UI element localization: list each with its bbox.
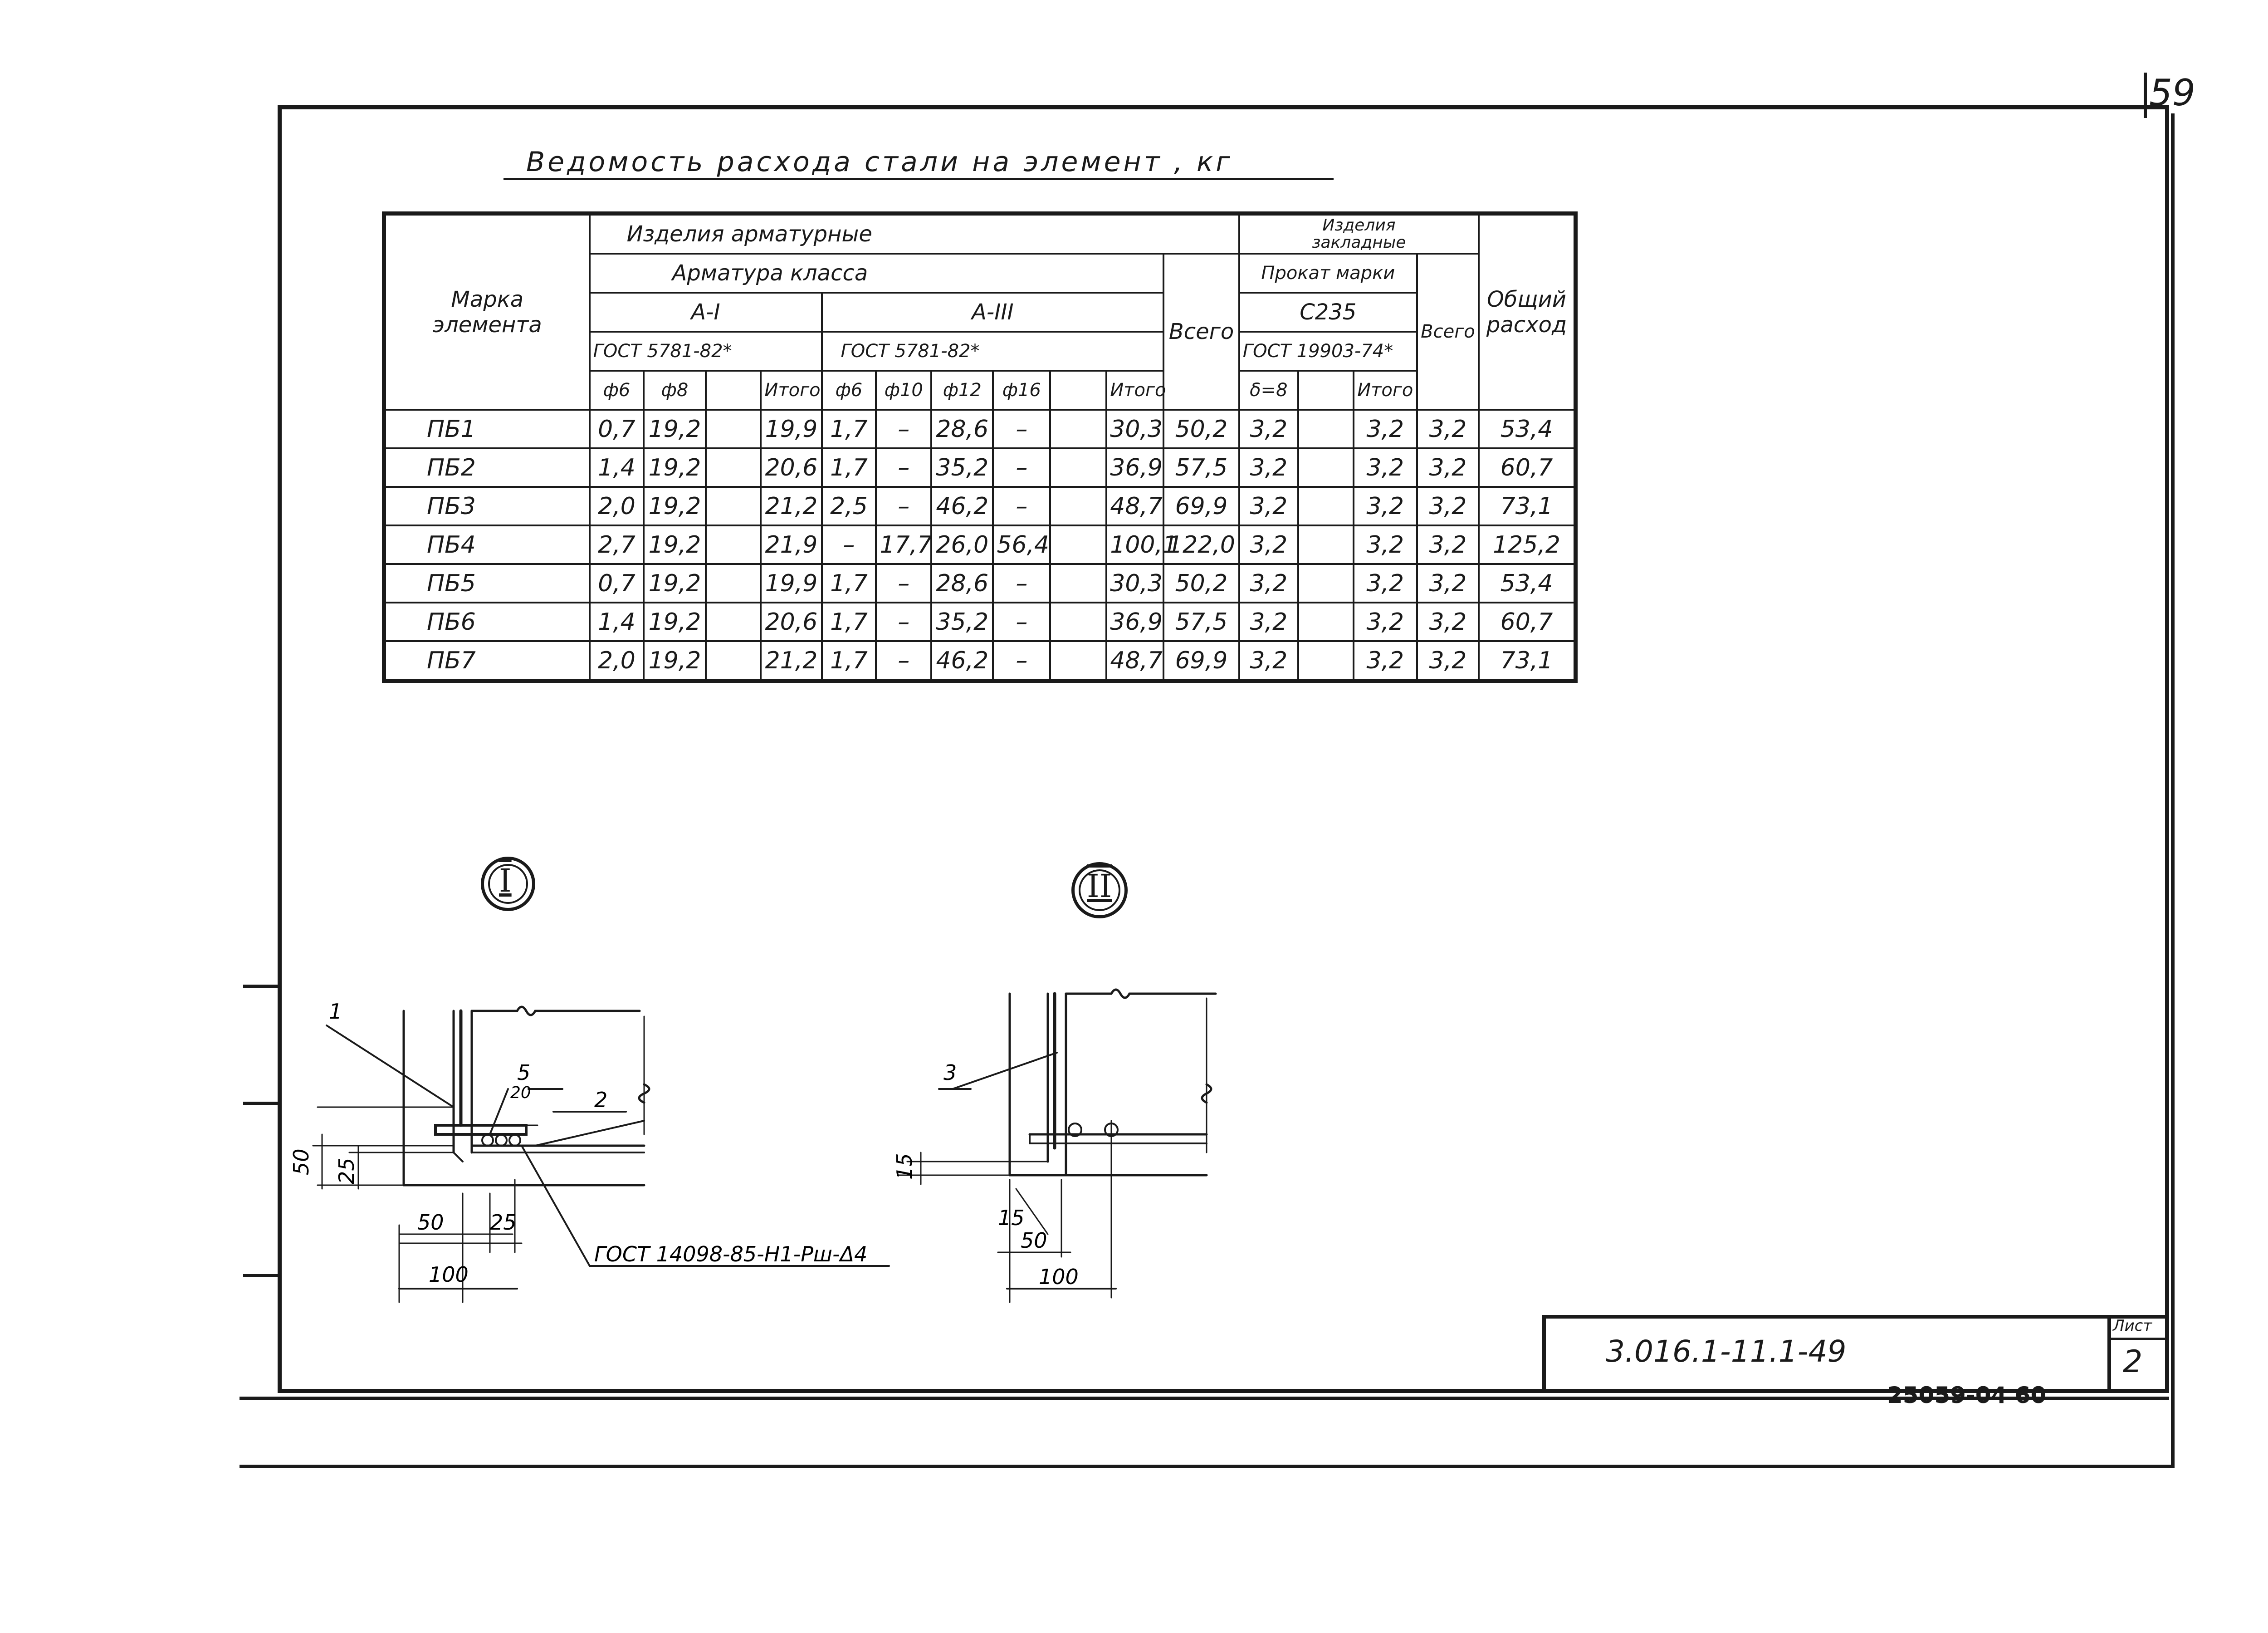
subcol-header: Итого	[1354, 371, 1417, 410]
table-cell: 1,7	[822, 564, 876, 603]
detail-2-label: II	[1087, 868, 1112, 905]
table-cell: 3,2	[1354, 448, 1417, 487]
table-cell: 26,0	[931, 525, 993, 564]
overall-consumption-header: Общий расход	[1479, 214, 1575, 410]
table-cell-total: 57,5	[1163, 448, 1239, 487]
subcol-header: Итого	[761, 371, 821, 410]
table-cell: 3,2	[1239, 525, 1298, 564]
document-code: 3.016.1-11.1-49	[1606, 1334, 1847, 1369]
table-cell: 17,7	[876, 525, 931, 564]
table-cell-total: 69,9	[1163, 641, 1239, 681]
gost-a1-header: ГОСТ 5781-82*	[590, 332, 822, 371]
embedded-products-header: Изделия закладные	[1239, 214, 1479, 254]
detail-1-label: I	[499, 862, 512, 899]
table-cell: 48,7	[1106, 487, 1163, 525]
table-cell: 20,6	[761, 448, 821, 487]
page-title: Ведомость расхода стали на элемент , кг	[526, 146, 1233, 178]
table-cell: 19,2	[644, 603, 705, 641]
table-cell-mark: ПБ1	[384, 410, 590, 448]
table-cell: 19,9	[761, 564, 821, 603]
table-cell-overall: 73,1	[1479, 487, 1575, 525]
subcol-header: ф6	[822, 371, 876, 410]
table-cell: –	[822, 525, 876, 564]
gost-a3-header: ГОСТ 5781-82*	[822, 332, 1164, 371]
detail-1-dim-25-horizontal: 25	[490, 1210, 517, 1235]
subcol-header: δ=8	[1239, 371, 1298, 410]
detail-1-dim-25-vertical: 25	[334, 1157, 359, 1184]
table-cell: –	[876, 487, 931, 525]
table-cell-overall: 125,2	[1479, 525, 1575, 564]
detail-1-weld-note: ГОСТ 14098-85-Н1-Рш-Δ4	[594, 1242, 868, 1266]
table-cell: 2,0	[590, 641, 644, 681]
table-cell: 19,2	[644, 487, 705, 525]
table-cell: –	[876, 641, 931, 681]
table-cell: –	[993, 564, 1050, 603]
sheet-label: Лист	[2113, 1317, 2152, 1335]
table-cell-mark: ПБ7	[384, 641, 590, 681]
table-cell: –	[876, 448, 931, 487]
table-cell: 28,6	[931, 410, 993, 448]
embedded-total-header: Всего	[1417, 254, 1479, 410]
table-cell: 19,2	[644, 448, 705, 487]
table-cell: 36,9	[1106, 448, 1163, 487]
table-cell: 56,4	[993, 525, 1050, 564]
table-cell: 48,7	[1106, 641, 1163, 681]
table-cell: –	[993, 410, 1050, 448]
table-cell: 3,2	[1354, 641, 1417, 681]
table-cell: 46,2	[931, 641, 993, 681]
table-cell-embedded-total: 3,2	[1417, 410, 1479, 448]
page-number: 59	[2149, 72, 2195, 114]
table-cell: 2,5	[822, 487, 876, 525]
rebar-products-header: Изделия арматурные	[590, 214, 1239, 254]
table-cell-total: 50,2	[1163, 564, 1239, 603]
table-cell: 100,1	[1106, 525, 1163, 564]
table-cell: 3,2	[1239, 564, 1298, 603]
table-cell-mark: ПБ2	[384, 448, 590, 487]
table-cell: 3,2	[1354, 487, 1417, 525]
archive-number: 25059-04 60	[1887, 1382, 2047, 1408]
table-cell: 20,6	[761, 603, 821, 641]
table-cell: –	[993, 487, 1050, 525]
table-cell-total: 57,5	[1163, 603, 1239, 641]
detail-2-callout-3: 3	[943, 1060, 957, 1085]
subcol-header: Итого	[1106, 371, 1163, 410]
rebar-total-header: Всего	[1163, 254, 1239, 410]
table-cell: 35,2	[931, 603, 993, 641]
table-cell: –	[876, 564, 931, 603]
detail-2-dim-50: 50	[1021, 1228, 1047, 1253]
table-cell: 1,7	[822, 641, 876, 681]
table-cell-embedded-total: 3,2	[1417, 525, 1479, 564]
detail-1-callout-2: 2	[594, 1088, 608, 1112]
table-cell-total: 69,9	[1163, 487, 1239, 525]
table-cell: –	[876, 410, 931, 448]
class-a1-header: А-I	[590, 293, 822, 332]
table-cell: 1,4	[590, 448, 644, 487]
table-cell: 28,6	[931, 564, 993, 603]
table-cell: 19,2	[644, 564, 705, 603]
table-cell-overall: 60,7	[1479, 603, 1575, 641]
gost-rolled-header: ГОСТ 19903-74*	[1239, 332, 1417, 371]
subcol-header: ф8	[644, 371, 705, 410]
table-cell-embedded-total: 3,2	[1417, 448, 1479, 487]
table-cell-overall: 60,7	[1479, 448, 1575, 487]
detail-1-callout-1: 1	[329, 999, 342, 1024]
table-cell-mark: ПБ3	[384, 487, 590, 525]
detail-1-dim-50-horizontal: 50	[417, 1210, 444, 1235]
table-cell: 2,7	[590, 525, 644, 564]
table-cell: 19,2	[644, 410, 705, 448]
table-cell-total: 50,2	[1163, 410, 1239, 448]
table-cell: 21,9	[761, 525, 821, 564]
rolled-steel-grade-header: Прокат марки	[1239, 254, 1417, 293]
table-cell-mark: ПБ5	[384, 564, 590, 603]
table-cell: 3,2	[1239, 448, 1298, 487]
detail-1-dim-20: 20	[510, 1084, 531, 1102]
table-cell: 35,2	[931, 448, 993, 487]
table-cell: 3,2	[1239, 641, 1298, 681]
table-cell-embedded-total: 3,2	[1417, 641, 1479, 681]
table-cell-total: 122,0	[1163, 525, 1239, 564]
table-cell-overall: 73,1	[1479, 641, 1575, 681]
sheet-number: 2	[2123, 1344, 2143, 1380]
table-cell: 19,2	[644, 641, 705, 681]
subcol-header: ф10	[876, 371, 931, 410]
sheet-box-divider	[2109, 1338, 2169, 1340]
subcol-header: ф12	[931, 371, 993, 410]
steel-grade-header: С235	[1239, 293, 1417, 332]
table-cell: 3,2	[1354, 564, 1417, 603]
table-cell-embedded-total: 3,2	[1417, 603, 1479, 641]
detail-2-dim-15-vertical: 15	[892, 1153, 917, 1180]
table-cell: 19,9	[761, 410, 821, 448]
table-cell: 3,2	[1354, 525, 1417, 564]
table-cell: 1,7	[822, 410, 876, 448]
table-cell: 1,7	[822, 603, 876, 641]
table-cell: 30,3	[1106, 564, 1163, 603]
element-mark-header: Марка элемента	[384, 214, 590, 410]
table-cell: 1,4	[590, 603, 644, 641]
table-cell: 0,7	[590, 564, 644, 603]
table-cell-mark: ПБ6	[384, 603, 590, 641]
table-cell: –	[993, 448, 1050, 487]
subcol-header: ф6	[590, 371, 644, 410]
detail-1-dim-50-vertical: 50	[289, 1148, 313, 1175]
table-cell: 19,2	[644, 525, 705, 564]
table-cell-overall: 53,4	[1479, 410, 1575, 448]
detail-2-dim-100: 100	[1039, 1265, 1079, 1289]
table-cell-mark: ПБ4	[384, 525, 590, 564]
table-cell: –	[876, 603, 931, 641]
rebar-class-header: Арматура класса	[590, 254, 1164, 293]
table-cell: 21,2	[761, 487, 821, 525]
table-cell: 1,7	[822, 448, 876, 487]
detail-2-dim-15-horizontal: 15	[998, 1206, 1025, 1230]
table-cell: 36,9	[1106, 603, 1163, 641]
detail-2-drawing	[898, 990, 1216, 1302]
detail-1-dim-100: 100	[429, 1262, 469, 1287]
class-a3-header: А-III	[822, 293, 1164, 332]
table-cell: –	[993, 641, 1050, 681]
table-cell: 3,2	[1354, 410, 1417, 448]
table-cell: 2,0	[590, 487, 644, 525]
detail-1-callout-5: 5	[517, 1060, 531, 1085]
table-cell: 21,2	[761, 641, 821, 681]
table-cell-embedded-total: 3,2	[1417, 564, 1479, 603]
table-cell-overall: 53,4	[1479, 564, 1575, 603]
table-cell: 0,7	[590, 410, 644, 448]
table-cell: 3,2	[1239, 487, 1298, 525]
table-cell: 3,2	[1239, 603, 1298, 641]
table-cell: 30,3	[1106, 410, 1163, 448]
table-cell: 3,2	[1354, 603, 1417, 641]
table-cell: 3,2	[1239, 410, 1298, 448]
table-cell: 46,2	[931, 487, 993, 525]
table-cell: –	[993, 603, 1050, 641]
table-cell-embedded-total: 3,2	[1417, 487, 1479, 525]
subcol-header: ф16	[993, 371, 1050, 410]
